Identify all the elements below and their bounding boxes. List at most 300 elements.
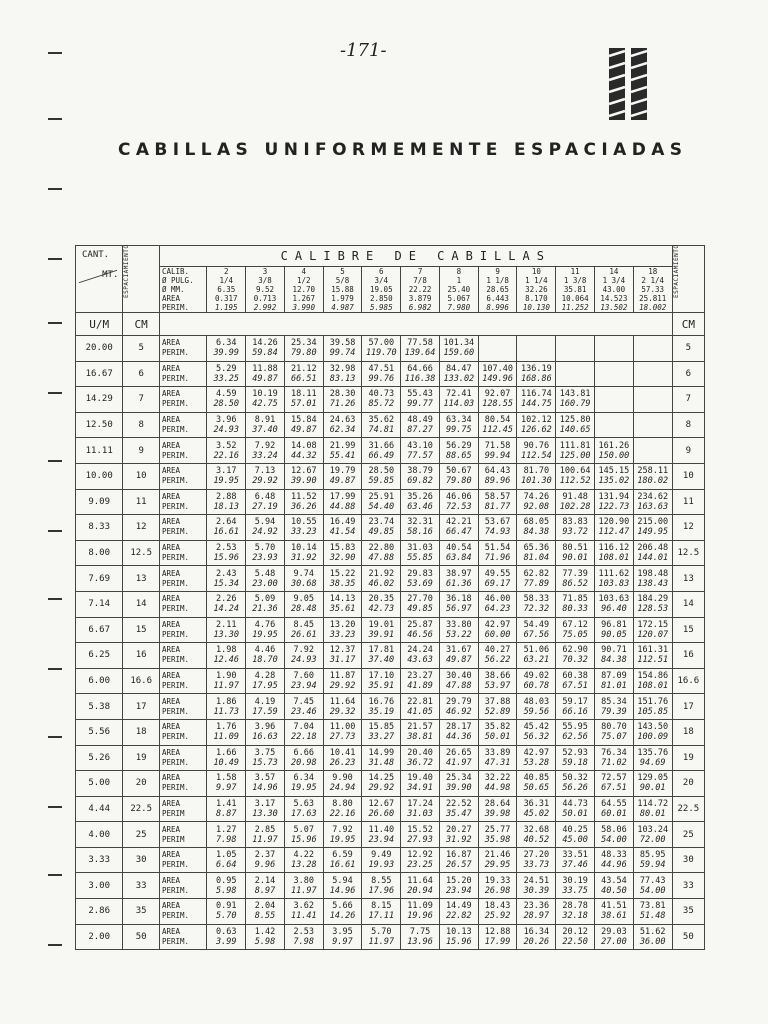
area-perim-label [159, 873, 206, 899]
cm-value-right: 15 [672, 617, 704, 643]
perim-value: 33.24 [252, 450, 278, 461]
perim-label: PERIM. [161, 860, 190, 870]
perim-value: 60.78 [523, 681, 550, 692]
area-perim-label [159, 771, 206, 797]
cm-value-right: 12.5 [672, 540, 704, 566]
perim-value: 14.24 [213, 604, 240, 615]
area-value: 48.49 [407, 415, 433, 426]
cm-value-right: 33 [672, 873, 704, 899]
area-value: 15.85 [368, 722, 395, 733]
value-cell [401, 719, 440, 745]
column-perim: 11.252 [561, 303, 589, 312]
perim-value: 80.33 [562, 604, 588, 615]
perim-value: 54.00 [639, 885, 666, 896]
value-cell [401, 515, 440, 541]
area-value: 1.41 [216, 798, 237, 809]
value-cell [517, 668, 556, 694]
area-value: 84.47 [446, 363, 472, 374]
area-value: 172.15 [637, 619, 669, 630]
area-perim-label [159, 438, 206, 464]
perim-value: 79.80 [446, 476, 472, 487]
perim-value: 23.94 [290, 681, 317, 692]
perim-value: 35.19 [368, 706, 395, 717]
area-value: 36.31 [523, 798, 550, 809]
value-cell [633, 361, 672, 387]
perim-value: 108.01 [598, 553, 630, 564]
perim-value: 87.27 [407, 425, 433, 436]
perim-value: 11.97 [290, 885, 317, 896]
page-title: CABILLAS UNIFORMEMENTE ESPACIADAS [118, 140, 688, 160]
area-label: AREA [161, 722, 181, 732]
perim-value: 63.84 [446, 553, 472, 564]
area-value: 107.40 [482, 363, 513, 374]
perim-value: 12.46 [213, 655, 240, 666]
area-value: 20.40 [407, 747, 433, 758]
perim-value: 38.81 [407, 732, 433, 743]
area-value: 46.00 [484, 594, 511, 605]
area-perim-label [159, 361, 206, 387]
area-value: 3.57 [254, 773, 276, 784]
area-value: 154.86 [637, 671, 669, 682]
calibre-column-header [401, 267, 440, 313]
value-cell [439, 694, 478, 720]
perim-value: 53.22 [446, 629, 472, 640]
area-value: 56.29 [446, 440, 472, 451]
cant-mt-header [76, 246, 123, 313]
value-cell [633, 540, 672, 566]
perim-value: 54.00 [601, 834, 627, 845]
table-row [76, 617, 705, 643]
perim-value: 116.38 [404, 373, 436, 384]
value-cell [401, 873, 440, 899]
perim-value: 52.89 [484, 706, 511, 717]
cm-value: 20 [123, 771, 160, 797]
value-cell [323, 540, 362, 566]
perim-value: 19.95 [290, 783, 317, 794]
area-value: 19.01 [368, 619, 395, 630]
perim-value: 122.73 [598, 501, 630, 512]
cm-value: 11 [123, 489, 160, 515]
value-cell [284, 745, 323, 771]
perim-value: 29.92 [252, 476, 278, 487]
value-cell [478, 361, 517, 387]
perim-value: 20.98 [290, 757, 317, 768]
area-value: 1.42 [254, 926, 276, 937]
value-cell [439, 771, 478, 797]
area-value: 2.26 [216, 594, 237, 605]
area-perim-label [159, 591, 206, 617]
area-value: 58.33 [523, 594, 550, 605]
perim-value: 59.18 [562, 757, 588, 768]
perim-value: 112.47 [598, 527, 630, 538]
perim-value: 75.05 [562, 629, 588, 640]
perim-value: 37.40 [368, 655, 395, 666]
column-area: 0.713 [253, 294, 277, 303]
column-pulg: 2 1/4 [641, 276, 664, 285]
perim-value: 16.61 [213, 527, 240, 538]
value-cell [401, 643, 440, 669]
column-calib: 11 [570, 267, 580, 276]
area-value: 5.70 [371, 926, 392, 937]
value-cell [478, 412, 517, 438]
perim-value: 120.07 [637, 629, 669, 640]
value-cell [633, 899, 672, 925]
perim-value: 100.09 [637, 732, 669, 743]
value-cell [478, 924, 517, 950]
perim-value: 71.96 [484, 553, 511, 564]
margin-mark [48, 668, 62, 670]
value-cell [284, 540, 323, 566]
cm-value: 19 [123, 745, 160, 771]
perim-value: 14.26 [329, 911, 356, 922]
area-value: 18.43 [484, 901, 511, 912]
perim-value: 33.75 [562, 885, 588, 896]
perim-value: 159.60 [443, 348, 475, 359]
value-cell [401, 899, 440, 925]
area-value: 25.34 [290, 338, 317, 349]
perim-value: 35.47 [446, 808, 472, 819]
area-value: 1.66 [216, 747, 237, 758]
area-value: 116.12 [598, 543, 630, 554]
value-cell [284, 924, 323, 950]
area-value: 87.09 [601, 671, 627, 682]
cm-value-right: 5 [672, 336, 704, 362]
value-cell [401, 489, 440, 515]
area-value: 22.80 [368, 543, 395, 554]
area-value: 68.05 [523, 517, 550, 528]
area-value: 12.92 [407, 850, 433, 861]
area-perim-label [159, 694, 206, 720]
perim-value: 72.53 [446, 501, 472, 512]
value-cell [207, 694, 246, 720]
um-value: 8.33 [76, 515, 123, 541]
area-value: 49.02 [523, 671, 550, 682]
column-pulg: 3/8 [258, 276, 272, 285]
perim-value: 45.00 [562, 834, 588, 845]
perim-value: 24.93 [290, 655, 317, 666]
value-cell [478, 489, 517, 515]
table-row [76, 336, 705, 362]
perim-value: 18.70 [252, 655, 278, 666]
area-value: 3.96 [254, 722, 276, 733]
value-cell [633, 771, 672, 797]
value-cell [401, 924, 440, 950]
value-cell [439, 668, 478, 694]
value-cell [517, 566, 556, 592]
column-mm: 32.26 [525, 285, 548, 294]
perim-value: 10.49 [213, 757, 240, 768]
area-perim-label [159, 668, 206, 694]
area-value: 15.20 [446, 875, 472, 886]
column-calib: 8 [456, 267, 462, 276]
area-label: AREA [161, 466, 181, 476]
cm-value: 33 [123, 873, 160, 899]
perim-value: 24.93 [213, 425, 240, 436]
area-value: 33.51 [562, 850, 588, 861]
perim-label: PERIM. [161, 501, 190, 511]
area-value: 49.55 [484, 568, 511, 579]
value-cell [556, 694, 595, 720]
um-value: 20.00 [76, 336, 123, 362]
value-cell [633, 668, 672, 694]
perim-value: 39.91 [368, 629, 395, 640]
perim-value: 168.86 [521, 373, 552, 384]
column-pulg: 1 1/4 [525, 276, 548, 285]
perim-label: PERIM. [161, 527, 190, 537]
area-value: 24.24 [407, 645, 433, 656]
value-cell [595, 694, 634, 720]
calib-label: CALIB. [161, 267, 190, 276]
perim-value: 150.00 [598, 450, 630, 461]
area-value: 73.81 [639, 901, 666, 912]
column-area: 14.523 [600, 294, 628, 303]
value-cell [362, 643, 401, 669]
area-value: 11.09 [407, 901, 433, 912]
value-cell [517, 463, 556, 489]
perim-value: 96.40 [601, 604, 627, 615]
perim-value: 128.53 [637, 604, 669, 615]
value-cell [556, 873, 595, 899]
area-value: 40.54 [446, 543, 472, 554]
area-value: 85.34 [601, 696, 627, 707]
perim-value: 74.81 [368, 425, 395, 436]
value-cell [284, 566, 323, 592]
area-value: 2.64 [216, 517, 237, 528]
value-cell [517, 873, 556, 899]
perim-value: 144.01 [637, 553, 669, 564]
perim-value: 62.34 [329, 425, 356, 436]
value-cell [323, 336, 362, 362]
area-value: 62.90 [562, 645, 588, 656]
value-cell [401, 387, 440, 413]
perim-value: 77.57 [407, 450, 433, 461]
perim-value: 36.72 [407, 757, 433, 768]
value-cell [246, 796, 285, 822]
area-value: 12.37 [329, 645, 356, 656]
area-value: 28.50 [368, 466, 395, 477]
area-value: 38.66 [484, 671, 511, 682]
area-value: 15.83 [329, 543, 356, 554]
perim-value: 99.76 [368, 373, 395, 384]
cm-value: 18 [123, 719, 160, 745]
area-perim-label [159, 387, 206, 413]
value-cell [323, 438, 362, 464]
column-calib: 7 [417, 267, 423, 276]
area-label: AREA [161, 875, 181, 885]
perim-value: 149.95 [637, 527, 669, 538]
value-cell [246, 438, 285, 464]
area-value: 55.43 [407, 389, 433, 400]
perim-value: 47.88 [368, 553, 395, 564]
value-cell [284, 719, 323, 745]
area-value: 5.09 [254, 594, 276, 605]
area-label: AREA [161, 619, 181, 629]
area-value: 42.21 [446, 517, 472, 528]
value-cell [323, 412, 362, 438]
perim-value: 66.16 [562, 706, 588, 717]
value-cell [439, 822, 478, 848]
mm-label: Ø MM. [161, 285, 185, 294]
value-cell [362, 336, 401, 362]
area-label: AREA [161, 824, 181, 834]
area-value: 1.05 [216, 850, 237, 861]
area-label: AREA [161, 415, 181, 425]
value-cell [478, 719, 517, 745]
area-value: 90.76 [523, 440, 550, 451]
perim-value: 70.32 [562, 655, 588, 666]
area-value: 10.13 [446, 926, 472, 937]
value-cell [478, 591, 517, 617]
area-perim-label [159, 719, 206, 745]
value-cell [595, 924, 634, 950]
value-cell [517, 899, 556, 925]
area-value: 13.20 [329, 619, 356, 630]
area-value: 83.83 [562, 517, 588, 528]
perim-value: 36.00 [639, 936, 666, 947]
calibre-column-header [207, 267, 246, 313]
area-value: 161.31 [637, 645, 669, 656]
perim-value: 41.05 [407, 706, 433, 717]
value-cell [556, 336, 595, 362]
value-cell [284, 643, 323, 669]
column-perim: 10.130 [522, 303, 550, 312]
perim-value: 33.73 [523, 860, 550, 871]
um-value: 2.00 [76, 924, 123, 950]
cm-value-right: 16.6 [672, 668, 704, 694]
value-cell [207, 489, 246, 515]
cm-value: 10 [123, 463, 160, 489]
perim-value: 72.00 [639, 834, 666, 845]
perim-label: PERIM. [161, 476, 190, 486]
perim-value: 50.01 [562, 808, 588, 819]
value-cell [207, 924, 246, 950]
perim-value: 83.13 [329, 373, 356, 384]
calibre-column-header [633, 267, 672, 313]
column-mm: 15.88 [331, 285, 354, 294]
perim-value: 33.23 [329, 629, 356, 640]
area-value: 5.66 [332, 901, 353, 912]
area-value: 36.18 [446, 594, 472, 605]
perim-value: 23.46 [290, 706, 317, 717]
area-value: 9.90 [332, 773, 353, 784]
perim-value: 11.09 [213, 732, 240, 743]
area-value: 0.95 [216, 875, 237, 886]
value-cell [439, 745, 478, 771]
area-value: 12.67 [368, 798, 395, 809]
area-value: 2.11 [216, 619, 237, 630]
cm-value: 16.6 [123, 668, 160, 694]
area-value: 2.43 [216, 568, 237, 579]
value-cell [246, 412, 285, 438]
cm-value: 14 [123, 591, 160, 617]
area-value: 215.00 [637, 517, 669, 528]
area-value: 1.27 [216, 824, 237, 835]
perim-value: 9.96 [254, 860, 276, 871]
calibre-column-header [323, 267, 362, 313]
perim-value: 20.94 [407, 885, 433, 896]
perim-value: 79.80 [290, 348, 317, 359]
value-cell [207, 899, 246, 925]
calibre-column-header [517, 267, 556, 313]
value-cell [633, 489, 672, 515]
area-label: AREA [161, 491, 181, 501]
table-row [76, 643, 705, 669]
value-cell [323, 899, 362, 925]
column-perim: 13.502 [600, 303, 628, 312]
area-value: 17.24 [407, 798, 433, 809]
area-perim-label [159, 540, 206, 566]
area-value: 35.62 [368, 415, 395, 426]
area-value: 22.52 [446, 798, 472, 809]
value-cell [556, 745, 595, 771]
area-value: 43.54 [601, 875, 627, 886]
value-cell [246, 719, 285, 745]
perim-value: 50.01 [484, 732, 511, 743]
area-label: AREA [161, 901, 181, 911]
area-value: 4.59 [216, 389, 237, 400]
perim-value: 31.17 [329, 655, 356, 666]
perim-value: 47.88 [446, 681, 472, 692]
perim-value: 18.13 [213, 501, 240, 512]
area-value: 50.67 [446, 466, 472, 477]
area-value: 8.55 [371, 875, 392, 886]
area-value: 258.11 [637, 466, 669, 477]
perim-label: PERIM. [161, 604, 190, 614]
value-cell [362, 515, 401, 541]
area-value: 23.36 [523, 901, 550, 912]
perim-value: 15.96 [213, 553, 240, 564]
area-value: 5.94 [254, 517, 276, 528]
area-value: 14.25 [368, 773, 395, 784]
value-cell [284, 847, 323, 873]
perim-value: 13.30 [252, 808, 278, 819]
perim-value: 23.93 [252, 553, 278, 564]
perim-value: 133.02 [443, 373, 475, 384]
area-value: 35.82 [484, 722, 511, 733]
value-cell [401, 745, 440, 771]
value-cell [284, 822, 323, 848]
area-value: 9.49 [371, 850, 392, 861]
perim-label: PERIM. [161, 885, 190, 895]
page-number: -171- [340, 40, 387, 61]
value-cell [556, 412, 595, 438]
column-area: 0.317 [214, 294, 238, 303]
perim-value: 22.16 [213, 450, 240, 461]
value-cell [323, 745, 362, 771]
column-calib: 10 [531, 267, 541, 276]
area-label: AREA [161, 773, 181, 783]
value-cell [633, 745, 672, 771]
perim-value: 135.02 [598, 476, 630, 487]
um-header: U/M [76, 313, 123, 336]
area-value: 81.70 [523, 466, 550, 477]
value-cell [246, 463, 285, 489]
area-value: 91.48 [562, 491, 588, 502]
value-cell [595, 438, 634, 464]
perim-label: PERIM. [161, 578, 190, 588]
perim-value: 139.64 [404, 348, 436, 359]
column-calib: 5 [340, 267, 345, 276]
perim-value: 19.96 [407, 911, 433, 922]
cm-value-right: 11 [672, 489, 704, 515]
area-value: 16.49 [329, 517, 356, 528]
perim-value: 29.95 [484, 860, 511, 871]
margin-mark [48, 944, 62, 946]
perim-value: 53.69 [407, 578, 433, 589]
perim-value: 13.30 [213, 629, 240, 640]
cm-value: 8 [123, 412, 160, 438]
area-perim-label [159, 515, 206, 541]
